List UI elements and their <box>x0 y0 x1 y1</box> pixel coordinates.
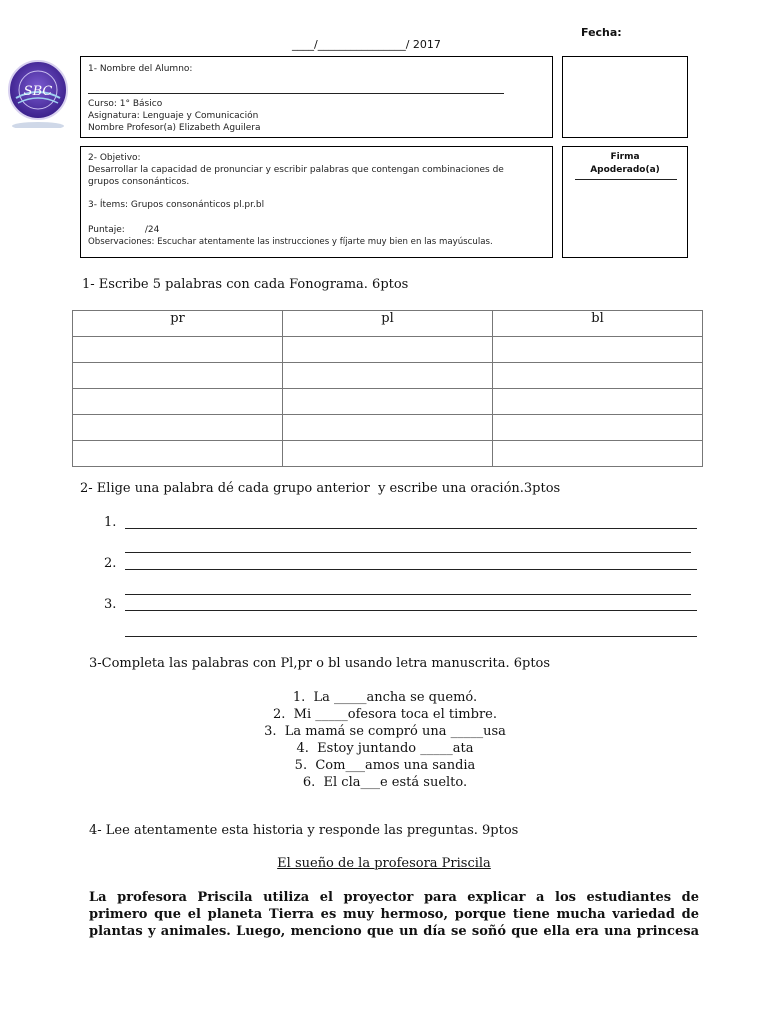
fecha-label: Fecha: <box>581 26 622 39</box>
objetivo-text-1: Desarrollar la capacidad de pronunciar y escribir palabras que contengan combinaciones de <box>88 165 504 175</box>
answer-cell[interactable] <box>492 415 702 441</box>
photo-box <box>562 56 688 138</box>
puntaje-text: Puntaje: /24 <box>88 225 160 235</box>
student-info-box <box>80 56 553 138</box>
answer-cell[interactable] <box>73 389 283 415</box>
answer-cell[interactable] <box>492 363 702 389</box>
sentence-line[interactable] <box>125 569 697 570</box>
answer-cell[interactable] <box>283 363 493 389</box>
column-header-pr: pr <box>73 311 283 337</box>
column-header-pl: pl <box>283 311 493 337</box>
list-item: 2. Mi _____ofesora toca el timbre. <box>273 707 497 722</box>
story-line-3: plantas y animales. Luego, menciono que un día se soñó que ella era una princesa <box>89 924 699 939</box>
completion-list <box>220 689 550 791</box>
nombre-line[interactable] <box>88 93 504 94</box>
list-item: 5. Com___amos una sandia <box>294 758 476 773</box>
answer-cell[interactable] <box>492 441 702 467</box>
nombre-label: 1- Nombre del Alumno: <box>88 64 193 74</box>
answer-cell[interactable] <box>283 389 493 415</box>
table-row <box>73 363 703 389</box>
section1-title: 1- Escribe 5 palabras con cada Fonograma. 6ptos <box>82 277 409 292</box>
observaciones-text: Observaciones: Escuchar atentamente las instrucciones y fíjarte muy bien en las mayúsculas. <box>88 237 493 247</box>
logo-text: SBC <box>23 84 53 99</box>
section3-title: 3-Completa las palabras con Pl,pr o bl usando letra manuscrita. 6ptos <box>89 656 551 671</box>
sentence-line[interactable] <box>125 610 697 611</box>
asignatura-text: Asignatura: Lenguaje y Comunicación <box>88 111 259 121</box>
list-item: 1. La _____ancha se quemó. <box>292 690 478 705</box>
answer-cell[interactable] <box>73 363 283 389</box>
table-row <box>73 337 703 363</box>
sentence-number-1: 1. <box>104 515 117 530</box>
fonogram-table <box>72 310 703 467</box>
school-logo <box>4 60 72 128</box>
date-line: ____/________________/ 2017 <box>292 38 441 51</box>
answer-cell[interactable] <box>283 441 493 467</box>
sentence-number-2: 2. <box>104 556 117 571</box>
table-header-row <box>73 311 703 337</box>
list-item: 3. La mamá se compró una _____usa <box>264 724 506 739</box>
sentence-line[interactable] <box>125 528 697 529</box>
sentence-number-3: 3. <box>104 597 117 612</box>
story-line-1: La profesora Priscila utiliza el proyector para explicar a los estudiantes de <box>89 890 699 905</box>
firma-label: Firma <box>610 152 640 162</box>
answer-cell[interactable] <box>492 337 702 363</box>
signature-line[interactable] <box>575 179 677 180</box>
table-row <box>73 441 703 467</box>
answer-cell[interactable] <box>73 337 283 363</box>
sentence-line[interactable] <box>125 552 691 553</box>
section2-title: 2- Elige una palabra dé cada grupo anterior y escribe una oración.3ptos <box>80 481 561 496</box>
answer-cell[interactable] <box>283 415 493 441</box>
table-row <box>73 415 703 441</box>
story-title: El sueño de la profesora Priscila <box>277 856 491 871</box>
items-text: 3- Ítems: Grupos consonánticos pl.pr.bl <box>88 200 265 210</box>
sentence-line[interactable] <box>125 594 691 595</box>
profesor-text: Nombre Profesor(a) Elizabeth Aguilera <box>88 123 261 133</box>
answer-cell[interactable] <box>73 415 283 441</box>
answer-cell[interactable] <box>73 441 283 467</box>
column-header-bl: bl <box>492 311 702 337</box>
answer-cell[interactable] <box>492 389 702 415</box>
story-line-2: primero que el planeta Tierra es muy hermoso, porque tiene mucha variedad de <box>89 907 699 922</box>
list-item: 6. El cla___e está suelto. <box>302 775 468 790</box>
sentence-line[interactable] <box>125 636 697 637</box>
objetivo-text-2: grupos consonánticos. <box>88 177 190 187</box>
signature-box <box>562 146 688 258</box>
objective-box <box>80 146 553 258</box>
apoderado-label: Apoderado(a) <box>590 165 660 175</box>
section4-title: 4- Lee atentamente esta historia y responde las preguntas. 9ptos <box>89 823 519 838</box>
list-item: 4. Estoy juntando _____ata <box>296 741 474 756</box>
table-row <box>73 389 703 415</box>
curso-text: Curso: 1° Básico <box>88 99 163 109</box>
objetivo-label: 2- Objetivo: <box>88 153 141 163</box>
answer-cell[interactable] <box>283 337 493 363</box>
